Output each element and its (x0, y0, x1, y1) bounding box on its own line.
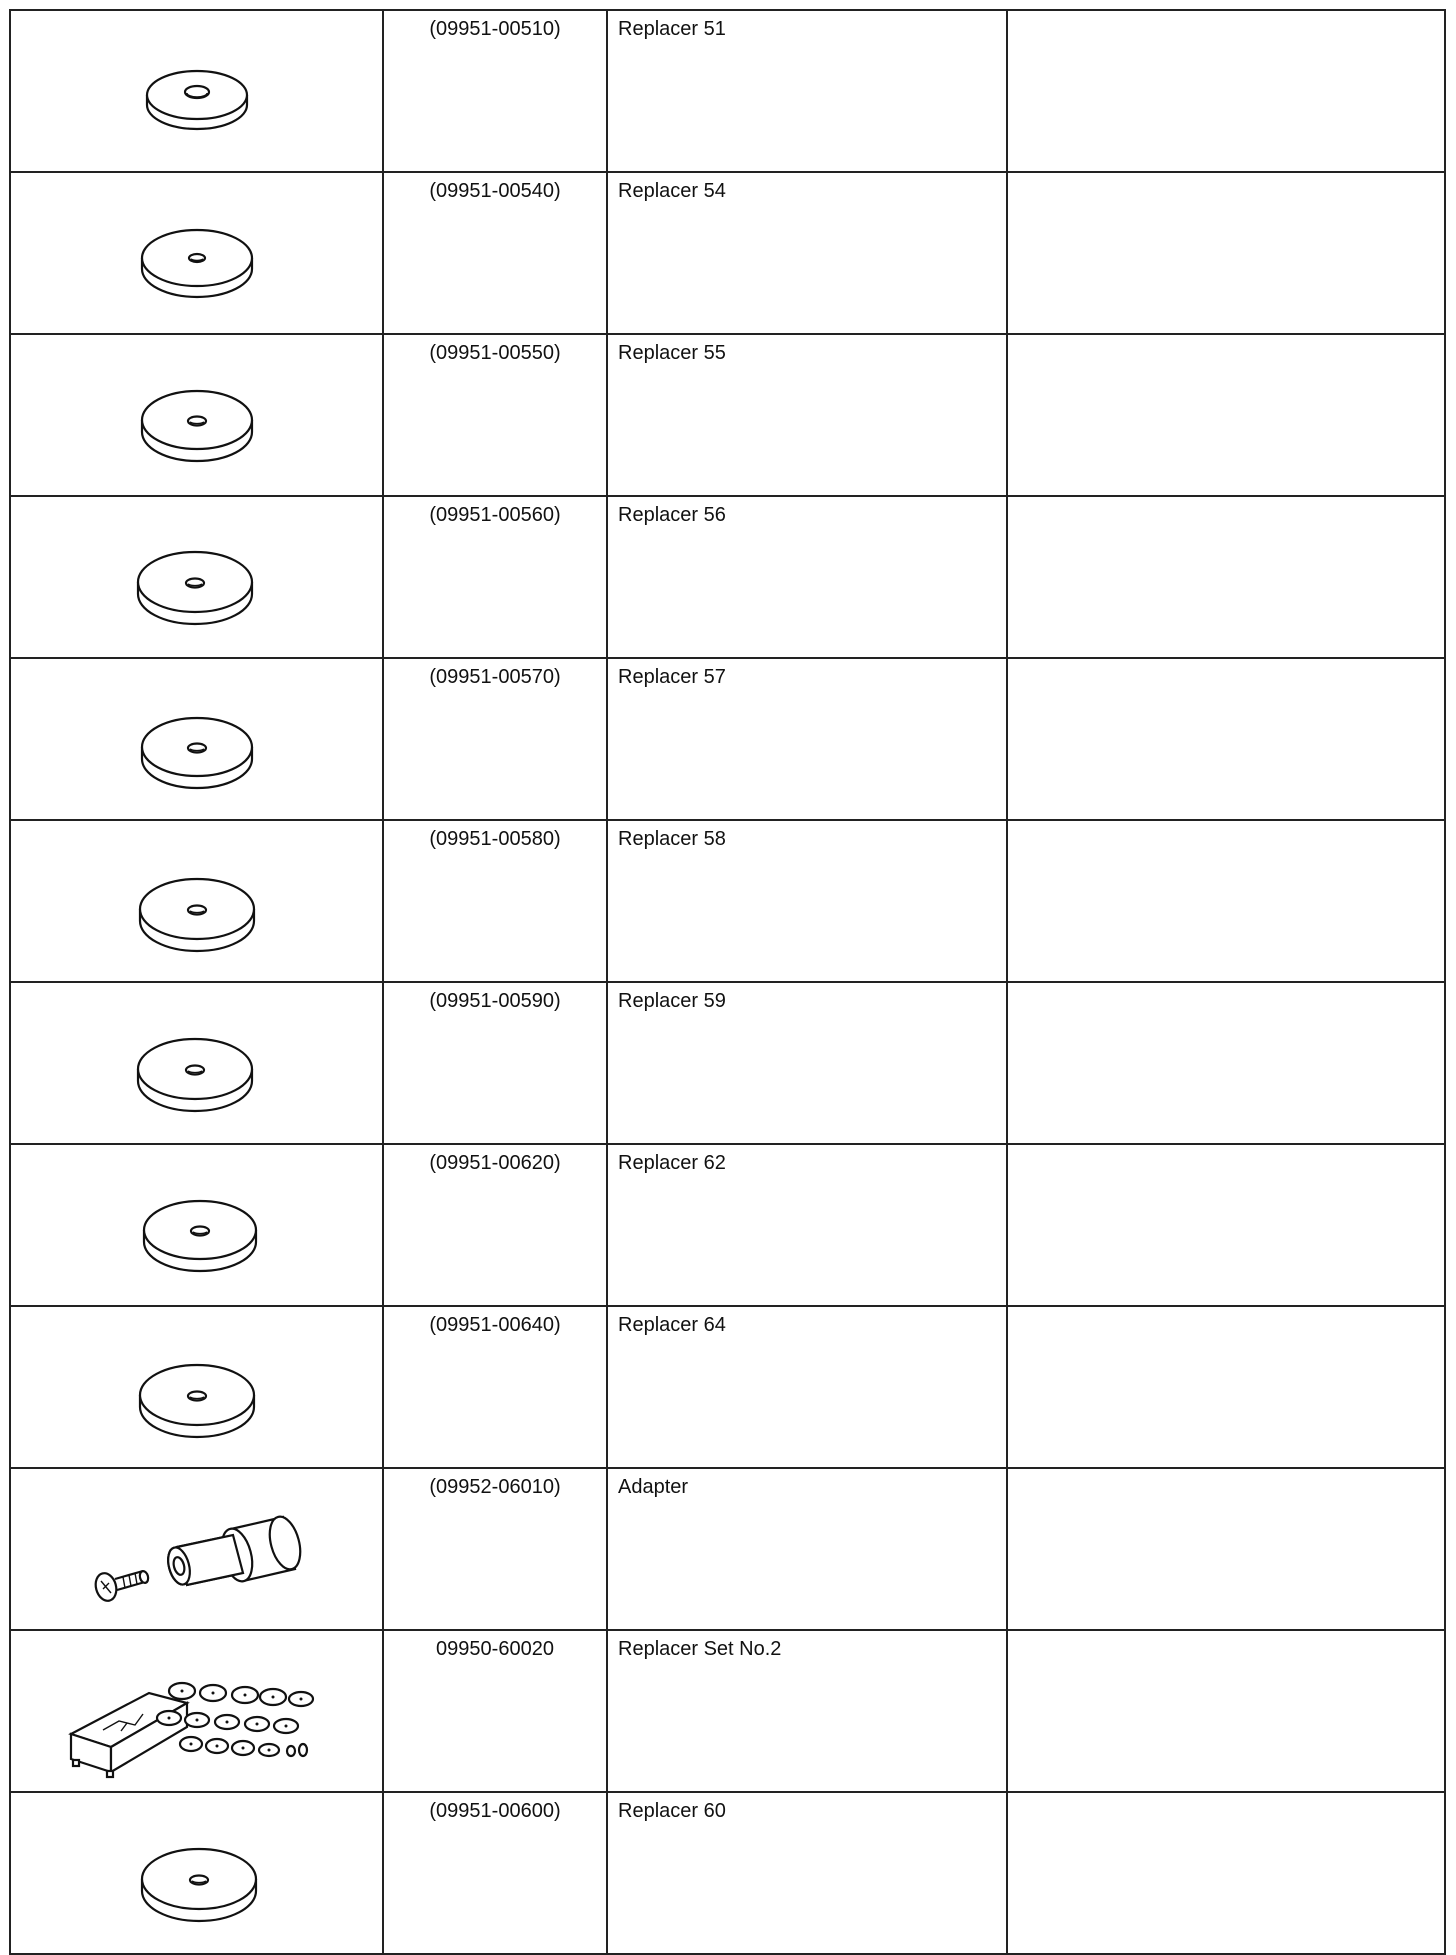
tool-name-cell (607, 334, 1007, 496)
tool-name: Replacer 64 (618, 1314, 726, 1336)
part-number-cell (383, 1468, 607, 1630)
tool-name: Replacer 62 (618, 1152, 726, 1174)
part-number-cell (383, 10, 607, 172)
part-number: (09951-00580) (429, 828, 561, 850)
note-cell (1007, 982, 1445, 1144)
part-number-cell (383, 172, 607, 334)
part-number-cell (383, 1144, 607, 1306)
tool-name: Replacer 54 (618, 180, 726, 202)
tool-name-cell (607, 982, 1007, 1144)
disc-replacer-icon (11, 821, 382, 981)
tool-name: Replacer 59 (618, 990, 726, 1012)
disc-replacer-small-icon (11, 11, 382, 171)
disc-replacer-icon (11, 983, 382, 1143)
illustration-cell (10, 334, 383, 496)
table-row (10, 982, 1445, 1144)
note-cell (1007, 334, 1445, 496)
note-cell (1007, 1792, 1445, 1954)
tool-name-cell (607, 658, 1007, 820)
table-row (10, 1306, 1445, 1468)
part-number: (09951-00570) (429, 666, 561, 688)
disc-replacer-icon (11, 1793, 382, 1953)
illustration-cell (10, 820, 383, 982)
tool-name-cell (607, 820, 1007, 982)
note-cell (1007, 10, 1445, 172)
part-number: (09952-06010) (429, 1476, 561, 1498)
table-row (10, 1792, 1445, 1954)
note-cell (1007, 1144, 1445, 1306)
note-cell (1007, 658, 1445, 820)
tool-name: Replacer 51 (618, 18, 726, 40)
table-row (10, 334, 1445, 496)
tool-name: Replacer 56 (618, 504, 726, 526)
part-number: 09950-60020 (436, 1638, 554, 1660)
tool-name: Replacer 55 (618, 342, 726, 364)
part-number-cell (383, 658, 607, 820)
tool-name: Replacer 57 (618, 666, 726, 688)
illustration-cell (10, 1144, 383, 1306)
tool-name-cell (607, 1144, 1007, 1306)
part-number-cell (383, 1792, 607, 1954)
part-number: (09951-00550) (429, 342, 561, 364)
note-cell (1007, 820, 1445, 982)
part-number: (09951-00640) (429, 1314, 561, 1336)
illustration-cell (10, 1792, 383, 1954)
tool-name-cell (607, 1792, 1007, 1954)
disc-replacer-icon (11, 1307, 382, 1467)
tool-name-cell (607, 172, 1007, 334)
special-tool-table (9, 9, 1446, 1955)
tool-name-cell (607, 10, 1007, 172)
part-number-cell (383, 334, 607, 496)
disc-replacer-icon (11, 1145, 382, 1305)
tool-name: Replacer 58 (618, 828, 726, 850)
illustration-cell (10, 658, 383, 820)
part-number-cell (383, 820, 607, 982)
note-cell (1007, 1306, 1445, 1468)
tool-name: Replacer 60 (618, 1800, 726, 1822)
note-cell (1007, 496, 1445, 658)
tool-name-cell (607, 1468, 1007, 1630)
part-number: (09951-00540) (429, 180, 561, 202)
tool-name-cell (607, 1306, 1007, 1468)
illustration-cell (10, 1306, 383, 1468)
part-number: (09951-00620) (429, 1152, 561, 1174)
table-row (10, 820, 1445, 982)
illustration-cell (10, 1630, 383, 1792)
table-row (10, 172, 1445, 334)
table-row (10, 1630, 1445, 1792)
tool-name: Replacer Set No.2 (618, 1638, 782, 1660)
part-number: (09951-00510) (429, 18, 561, 40)
part-number-cell (383, 1630, 607, 1792)
part-number-cell (383, 496, 607, 658)
tool-name-cell (607, 496, 1007, 658)
illustration-cell (10, 982, 383, 1144)
illustration-cell (10, 1468, 383, 1630)
disc-replacer-icon (11, 497, 382, 657)
part-number: (09951-00590) (429, 990, 561, 1012)
disc-replacer-icon (11, 173, 382, 333)
part-number-cell (383, 982, 607, 1144)
part-number-cell (383, 1306, 607, 1468)
disc-replacer-icon (11, 335, 382, 495)
table-row (10, 10, 1445, 172)
adapter-with-bolt-icon (11, 1469, 382, 1629)
note-cell (1007, 1630, 1445, 1792)
table-row (10, 658, 1445, 820)
replacer-set-case-icon (11, 1631, 382, 1791)
illustration-cell (10, 496, 383, 658)
part-number: (09951-00600) (429, 1800, 561, 1822)
illustration-cell (10, 10, 383, 172)
table-row (10, 1144, 1445, 1306)
disc-replacer-icon (11, 659, 382, 819)
illustration-cell (10, 172, 383, 334)
table-row (10, 1468, 1445, 1630)
tool-name: Adapter (618, 1476, 689, 1498)
tool-name-cell (607, 1630, 1007, 1792)
note-cell (1007, 172, 1445, 334)
table-row (10, 496, 1445, 658)
part-number: (09951-00560) (429, 504, 561, 526)
note-cell (1007, 1468, 1445, 1630)
